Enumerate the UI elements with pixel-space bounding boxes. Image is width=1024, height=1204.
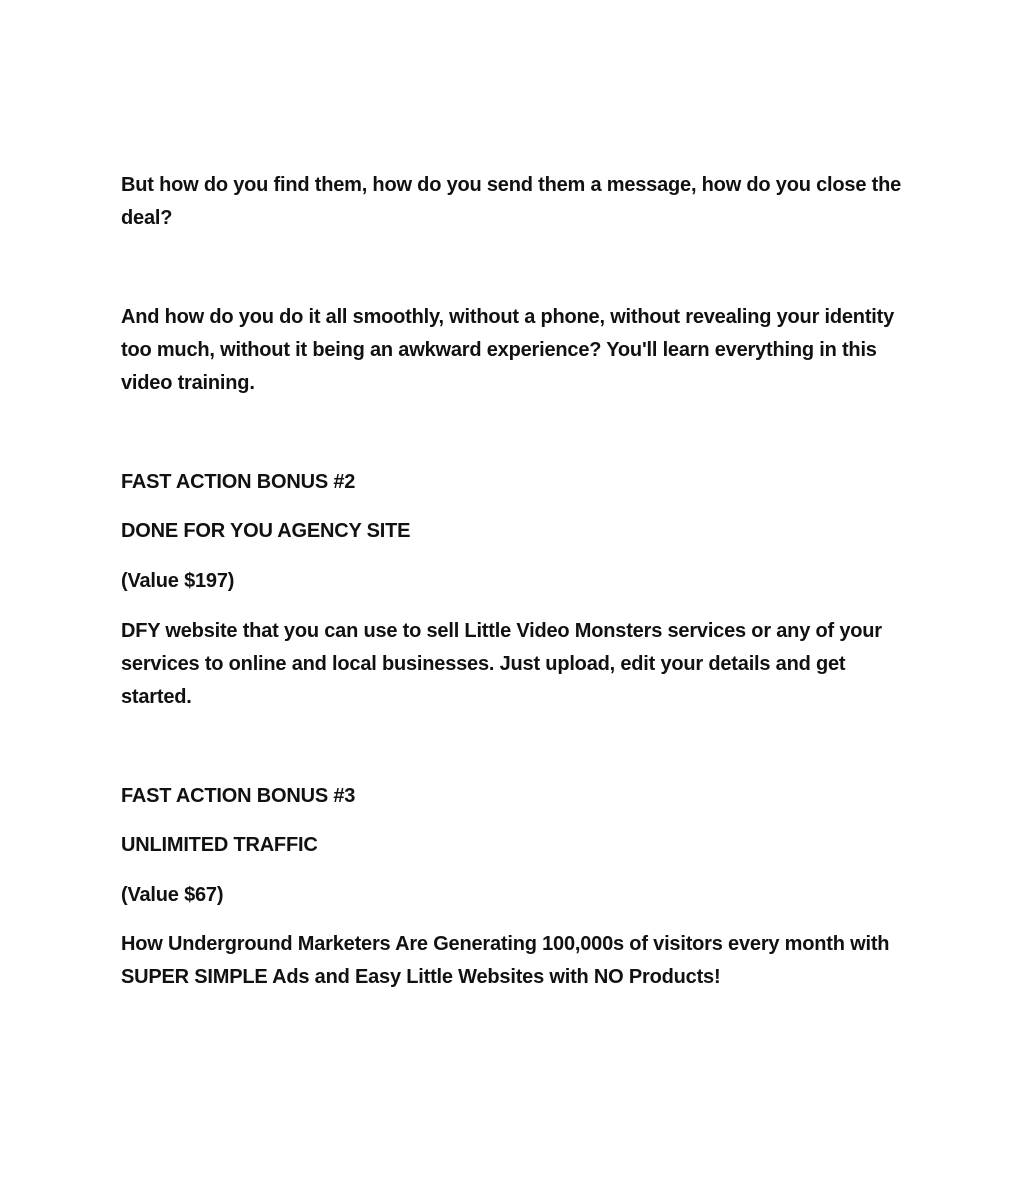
bonus-2-value: (Value $197) <box>121 570 235 592</box>
intro-paragraph-2: And how do you do it all smoothly, without a phone, without revealing your identity too much, without it being an awkward experience? You'll learn everything in this video training. <box>121 306 895 394</box>
bonus-3-value: (Value $67) <box>121 884 224 906</box>
bonus-3-description: How Underground Marketers Are Generating 100,000s of visitors every month with SUPER SIMPLE Ads and Easy Little Websites with NO Products! <box>121 933 890 988</box>
bonus-2-title: DONE FOR YOU AGENCY SITE <box>121 520 411 542</box>
bonus-2-heading: FAST ACTION BONUS #2 <box>121 471 356 493</box>
bonus-3-title: UNLIMITED TRAFFIC <box>121 834 318 856</box>
intro-paragraph-1: But how do you find them, how do you send them a message, how do you close the deal? <box>121 174 902 229</box>
bonus-3-heading: FAST ACTION BONUS #3 <box>121 785 356 807</box>
bonus-2-description: DFY website that you can use to sell Little Video Monsters services or any of your services to online and local businesses. Just upload, edit your details and get started. <box>121 620 882 708</box>
